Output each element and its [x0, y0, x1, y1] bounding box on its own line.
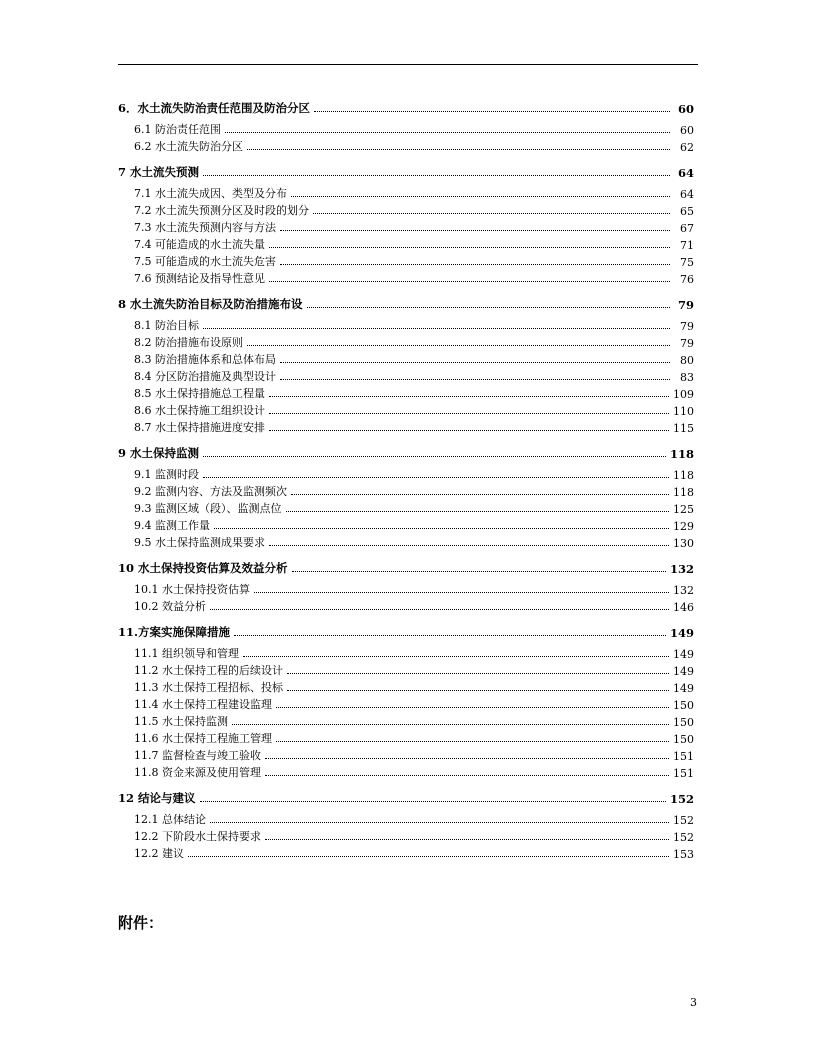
toc-dot-leader: [291, 493, 669, 495]
toc-entry-page: 79: [680, 320, 694, 333]
toc-entry-title: 6.2 水土流失防治分区: [134, 140, 243, 153]
toc-section-entry[interactable]: [118, 622, 694, 640]
toc-dot-leader: [269, 395, 669, 397]
toc-entry-title: 9 水土保持监测: [118, 446, 200, 460]
toc-entry-title: 9.5 水土保持监测成果要求: [134, 536, 265, 549]
toc-entry-page: 152: [669, 792, 694, 806]
toc-subsection-entry[interactable]: [118, 269, 694, 286]
toc-entry-title: 10.1 水土保持投资估算: [134, 583, 250, 596]
toc-entry-title: 11.3 水土保持工程招标、投标: [134, 681, 283, 694]
toc-dot-leader: [287, 689, 669, 691]
toc-subsection-entry[interactable]: [118, 418, 694, 435]
toc-entry-title: 7.6 预测结论及指导性意见: [134, 272, 265, 285]
toc-entry-title: 8.5 水土保持措施总工程量: [134, 387, 265, 400]
toc-dot-leader: [203, 327, 670, 329]
toc-entry-page: 60: [680, 124, 694, 137]
toc-dot-leader: [225, 131, 670, 133]
toc-dot-leader: [280, 263, 670, 265]
toc-entry-page: 150: [673, 733, 694, 746]
toc-entry-page: 152: [673, 831, 694, 844]
toc-dot-leader: [210, 821, 669, 823]
toc-entry-page: 152: [673, 814, 694, 827]
toc-entry-page: 130: [673, 537, 694, 550]
toc-entry-page: 153: [673, 848, 694, 861]
toc-dot-leader: [214, 527, 669, 529]
toc-dot-leader: [276, 740, 669, 742]
toc-entry-page: 118: [673, 469, 694, 482]
toc-dot-leader: [243, 655, 669, 657]
toc-entry-title: 9.1 监测时段: [134, 468, 199, 481]
toc-entry-title: 7.3 水土流失预测内容与方法: [134, 221, 276, 234]
toc-entry-title: 7 水土流失预测: [118, 165, 200, 179]
toc-entry-page: 79: [680, 337, 694, 350]
toc-dot-leader: [269, 246, 670, 248]
toc-subsection-entry[interactable]: [118, 367, 694, 384]
toc-entry-title: 8.1 防治目标: [134, 319, 199, 332]
toc-entry-page: 150: [673, 716, 694, 729]
toc-entry-page: 115: [673, 422, 694, 435]
toc-subsection-entry[interactable]: [118, 844, 694, 861]
toc-dot-leader: [200, 800, 666, 802]
toc-dot-leader: [269, 429, 669, 431]
toc-dot-leader: [280, 361, 670, 363]
toc-subsection-entry[interactable]: [118, 533, 694, 550]
toc-dot-leader: [265, 838, 669, 840]
toc-entry-title: 8 水土流失防治目标及防治措施布设: [118, 297, 303, 311]
toc-entry-title: 7.1 水土流失成因、类型及分布: [134, 187, 287, 200]
toc-entry-page: 118: [669, 447, 694, 461]
toc-entry-title: 11.1 组织领导和管理: [134, 647, 239, 660]
toc-subsection-entry[interactable]: [118, 516, 694, 533]
toc-subsection-entry[interactable]: [118, 482, 694, 499]
toc-section-entry[interactable]: [118, 162, 694, 180]
toc-section-entry[interactable]: [118, 443, 694, 461]
toc-entry-page: 80: [680, 354, 694, 367]
toc-entry-page: 132: [669, 562, 694, 576]
toc-dot-leader: [287, 672, 669, 674]
toc-entry-title: 7.5 可能造成的水土流失危害: [134, 255, 276, 268]
toc-subsection-entry[interactable]: [118, 810, 694, 827]
toc-entry-title: 11.2 水土保持工程的后续设计: [134, 664, 283, 677]
toc-entry-title: 10 水土保持投资估算及效益分析: [118, 561, 288, 575]
header-rule: [118, 64, 698, 65]
toc-dot-leader: [265, 774, 669, 776]
toc-dot-leader: [292, 570, 666, 572]
toc-entry-title: 8.7 水土保持措施进度安排: [134, 421, 265, 434]
toc-dot-leader: [254, 591, 669, 593]
toc-subsection-entry[interactable]: [118, 580, 694, 597]
toc-subsection-entry[interactable]: [118, 763, 694, 780]
toc-dot-leader: [210, 608, 669, 610]
toc-dot-leader: [203, 174, 670, 176]
toc-entry-title: 12.1 总体结论: [134, 813, 206, 826]
toc-entry-page: 151: [673, 767, 694, 780]
toc-subsection-entry[interactable]: [118, 729, 694, 746]
toc-subsection-entry[interactable]: [118, 465, 694, 482]
toc-dot-leader: [269, 280, 670, 282]
toc-subsection-entry[interactable]: [118, 316, 694, 333]
toc-entry-title: 11.6 水土保持工程施工管理: [134, 732, 272, 745]
toc-subsection-entry[interactable]: [118, 499, 694, 516]
toc-subsection-entry[interactable]: [118, 712, 694, 729]
toc-dot-leader: [234, 634, 666, 636]
table-of-contents: [118, 98, 694, 861]
toc-entry-title: 7.2 水土流失预测分区及时段的划分: [134, 204, 309, 217]
toc-entry-page: 150: [673, 699, 694, 712]
toc-dot-leader: [307, 306, 670, 308]
toc-entry-title: 11.4 水土保持工程建设监理: [134, 698, 272, 711]
toc-entry-page: 71: [680, 239, 694, 252]
toc-entry-page: 110: [673, 405, 694, 418]
toc-dot-leader: [232, 723, 669, 725]
toc-dot-leader: [188, 855, 669, 857]
toc-subsection-entry[interactable]: [118, 235, 694, 252]
toc-dot-leader: [269, 544, 669, 546]
toc-entry-page: 64: [680, 188, 694, 201]
toc-entry-title: 9.3 监测区域（段）、监测点位: [134, 502, 282, 515]
toc-subsection-entry[interactable]: [118, 201, 694, 218]
toc-dot-leader: [280, 378, 670, 380]
toc-subsection-entry[interactable]: [118, 644, 694, 661]
toc-dot-leader: [280, 229, 670, 231]
toc-dot-leader: [313, 212, 670, 214]
toc-section-entry[interactable]: [118, 98, 694, 116]
toc-subsection-entry[interactable]: [118, 350, 694, 367]
toc-dot-leader: [247, 344, 670, 346]
toc-subsection-entry[interactable]: [118, 695, 694, 712]
toc-entry-page: 118: [673, 486, 694, 499]
toc-subsection-entry[interactable]: [118, 184, 694, 201]
toc-subsection-entry[interactable]: [118, 401, 694, 418]
toc-entry-title: 8.2 防治措施布设原则: [134, 336, 243, 349]
toc-entry-page: 125: [673, 503, 694, 516]
toc-subsection-entry[interactable]: [118, 678, 694, 695]
page-number: 3: [690, 996, 697, 1009]
toc-dot-leader: [291, 195, 670, 197]
toc-subsection-entry[interactable]: [118, 333, 694, 350]
toc-entry-page: 149: [673, 682, 694, 695]
toc-entry-page: 129: [673, 520, 694, 533]
toc-entry-page: 65: [680, 205, 694, 218]
toc-dot-leader: [247, 148, 670, 150]
toc-entry-title: 9.4 监测工作量: [134, 519, 210, 532]
toc-entry-page: 151: [673, 750, 694, 763]
toc-entry-page: 149: [669, 626, 694, 640]
toc-dot-leader: [265, 757, 669, 759]
toc-entry-page: 149: [673, 648, 694, 661]
toc-subsection-entry[interactable]: [118, 746, 694, 763]
toc-subsection-entry[interactable]: [118, 661, 694, 678]
toc-dot-leader: [203, 455, 666, 457]
toc-entry-title: 11.5 水土保持监测: [134, 715, 228, 728]
toc-entry-page: 79: [677, 298, 694, 312]
toc-entry-title: 9.2 监测内容、方法及监测频次: [134, 485, 287, 498]
toc-entry-page: 64: [677, 166, 694, 180]
toc-subsection-entry[interactable]: [118, 827, 694, 844]
toc-entry-title: 10.2 效益分析: [134, 600, 206, 613]
toc-entry-page: 132: [673, 584, 694, 597]
toc-dot-leader: [203, 476, 669, 478]
toc-entry-title: 8.4 分区防治措施及典型设计: [134, 370, 276, 383]
toc-subsection-entry[interactable]: [118, 597, 694, 614]
toc-entry-page: 60: [677, 102, 694, 116]
toc-subsection-entry[interactable]: [118, 137, 694, 154]
toc-entry-page: 109: [673, 388, 694, 401]
toc-subsection-entry[interactable]: [118, 218, 694, 235]
toc-section-entry[interactable]: [118, 788, 694, 806]
toc-dot-leader: [269, 412, 669, 414]
toc-subsection-entry[interactable]: [118, 120, 694, 137]
toc-dot-leader: [276, 706, 669, 708]
toc-section-entry[interactable]: [118, 558, 694, 576]
toc-section-entry[interactable]: [118, 294, 694, 312]
toc-entry-title: 11.方案实施保障措施: [118, 625, 231, 639]
toc-entry-title: 12.2 建议: [134, 847, 184, 860]
toc-entry-page: 62: [680, 141, 694, 154]
toc-entry-title: 8.3 防治措施体系和总体布局: [134, 353, 276, 366]
toc-entry-page: 146: [673, 601, 694, 614]
toc-entry-page: 76: [680, 273, 694, 286]
toc-entry-page: 149: [673, 665, 694, 678]
toc-subsection-entry[interactable]: [118, 252, 694, 269]
toc-entry-title: 12.2 下阶段水土保持要求: [134, 830, 261, 843]
toc-dot-leader: [286, 510, 670, 512]
toc-entry-title: 11.8 资金来源及使用管理: [134, 766, 261, 779]
appendix-heading: 附件：: [118, 914, 164, 932]
toc-entry-page: 83: [680, 371, 694, 384]
toc-entry-title: 7.4 可能造成的水土流失量: [134, 238, 265, 251]
toc-entry-page: 67: [680, 222, 694, 235]
toc-entry-title: 12 结论与建议: [118, 791, 196, 805]
toc-entry-title: 6.1 防治责任范围: [134, 123, 221, 136]
toc-dot-leader: [314, 110, 670, 112]
toc-entry-page: 75: [680, 256, 694, 269]
toc-entry-title: 8.6 水土保持施工组织设计: [134, 404, 265, 417]
toc-entry-title: 11.7 监督检查与竣工验收: [134, 749, 261, 762]
toc-subsection-entry[interactable]: [118, 384, 694, 401]
toc-entry-title: 6．水土流失防治责任范围及防治分区: [118, 101, 310, 115]
